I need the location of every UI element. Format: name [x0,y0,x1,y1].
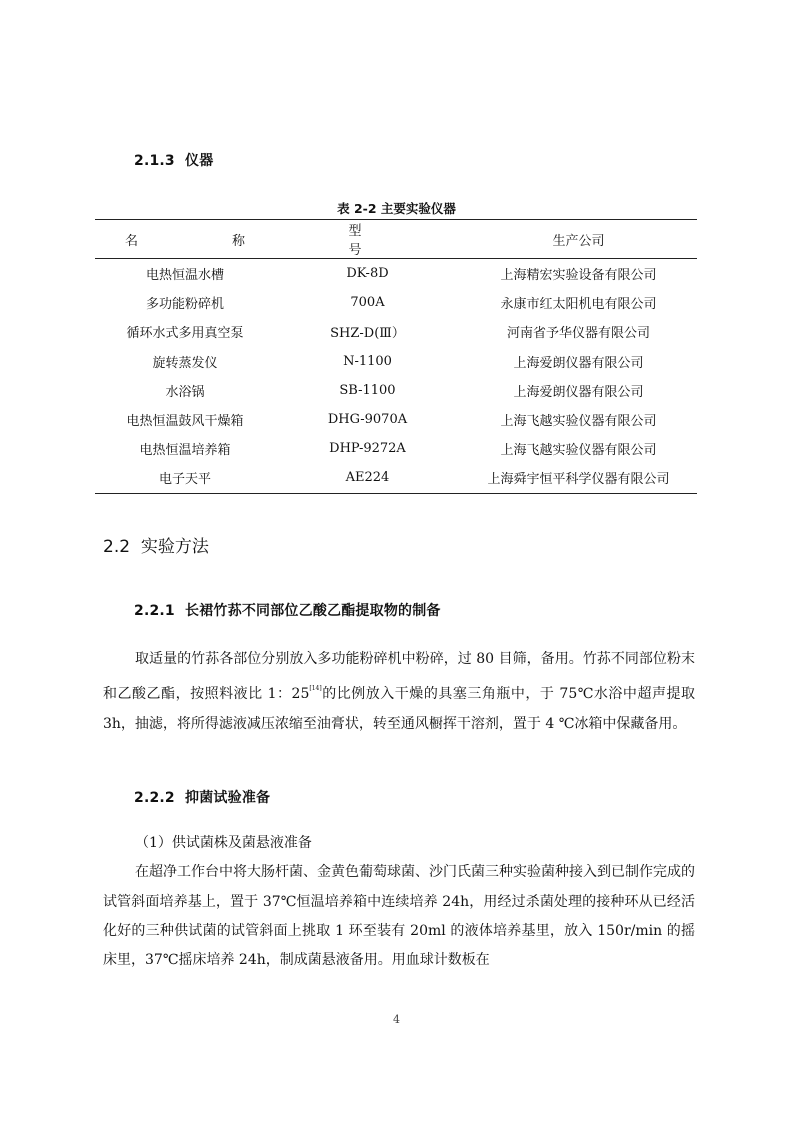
section-number: 2.2.2 [134,790,175,806]
instrument-table [95,219,697,494]
cell-name: 水浴锅 [165,384,205,400]
cell-name: 电热恒温鼓风干燥箱 [126,414,244,430]
cell-model: 700A [350,295,385,311]
table-row [95,434,697,463]
cell-maker: 上海精宏实验设备有限公司 [500,268,657,284]
paragraph-strains [103,829,695,975]
cell-name: 电子天平 [158,472,211,488]
cell-name: 电热恒温水槽 [145,268,224,284]
cell-maker: 上海飞越实验仪器有限公司 [500,414,657,430]
citation-ref: [14] [309,685,322,693]
subheading: （1）供试菌株及菌悬液准备 [135,835,312,851]
cell-model: DHP-9272A [329,441,406,457]
section-number: 2.2 [103,537,131,557]
cell-model: DK-8D [346,266,389,282]
column-header-model: 型 号 [348,224,375,258]
cell-model: SB-1100 [339,382,396,398]
cell-maker: 永康市红太阳机电有限公司 [500,297,657,313]
page-number: 4 [393,1013,400,1026]
paragraph-text: 的比例放入干燥的具塞三角瓶中，于 75℃水浴中超声提取 3h，抽滤，将所得滤液减压浓缩至油膏状，转至通风橱挥干溶剂，置于 4 ℃冰箱中保藏备用。 [103,686,695,732]
section-title: 抑菌试验准备 [185,790,271,806]
section-heading-2-1-3 [134,150,213,170]
cell-maker: 河南省予华仪器有限公司 [506,326,650,342]
section-title: 实验方法 [140,537,209,557]
cell-maker: 上海爱朗仪器有限公司 [513,355,644,371]
cell-maker: 上海爱朗仪器有限公司 [513,384,644,400]
cell-model: DHG-9070A [327,412,408,428]
table-row [95,317,697,346]
paragraph-text: 取适量的竹荪各部位分别放入多功能粉碎机中粉碎，过 80 目筛，备用。竹荪不同部位粉末和乙酸乙酯，按照料液比 1：25 [103,651,695,703]
section-title: 仪器 [185,153,214,169]
table-row [95,259,697,289]
section-heading-2-2-1 [134,600,441,620]
table-row [95,463,697,493]
section-heading-2-2 [103,532,209,557]
section-number: 2.1.3 [134,153,175,169]
column-header-name: 名 称 [125,233,245,249]
cell-name: 多功能粉碎机 [145,297,224,313]
table-row [95,288,697,317]
paragraph-extraction [103,645,695,739]
section-number: 2.2.1 [134,603,175,619]
cell-name: 电热恒温培养箱 [139,443,231,459]
section-heading-2-2-2 [134,787,270,807]
table-row [95,405,697,434]
section-title: 长裙竹荪不同部位乙酸乙酯提取物的制备 [185,603,441,619]
cell-name: 循环水式多用真空泵 [126,326,244,342]
cell-model: N-1100 [343,353,392,369]
paragraph-text: 在超净工作台中将大肠杆菌、金黄色葡萄球菌、沙门氏菌三种实验菌种接入到已制作完成的试管斜面培养基上，置于 37℃恒温培养箱中连续培养 24h，用经过杀菌处理的接种环从已经活化好的三种供试菌的试管斜面上挑取 1 环至装有 20ml 的液体培养基里，放入 150r/min 的摇床里，37℃摇床培养 24h，制成菌悬液备用。用血球计数板在 [103,864,695,969]
column-header-maker: 生产公司 [552,233,605,249]
cell-model: AE224 [345,470,390,486]
table-caption: 表 2-2 主要实验仪器 [337,201,456,216]
cell-name: 旋转蒸发仪 [152,355,218,371]
table-header-row [95,220,697,259]
cell-maker: 上海飞越实验仪器有限公司 [500,443,657,459]
table-row [95,376,697,405]
table-row [95,347,697,376]
cell-model: SHZ-D(Ⅲ） [330,326,405,342]
cell-maker: 上海舜宇恒平科学仪器有限公司 [487,472,670,488]
